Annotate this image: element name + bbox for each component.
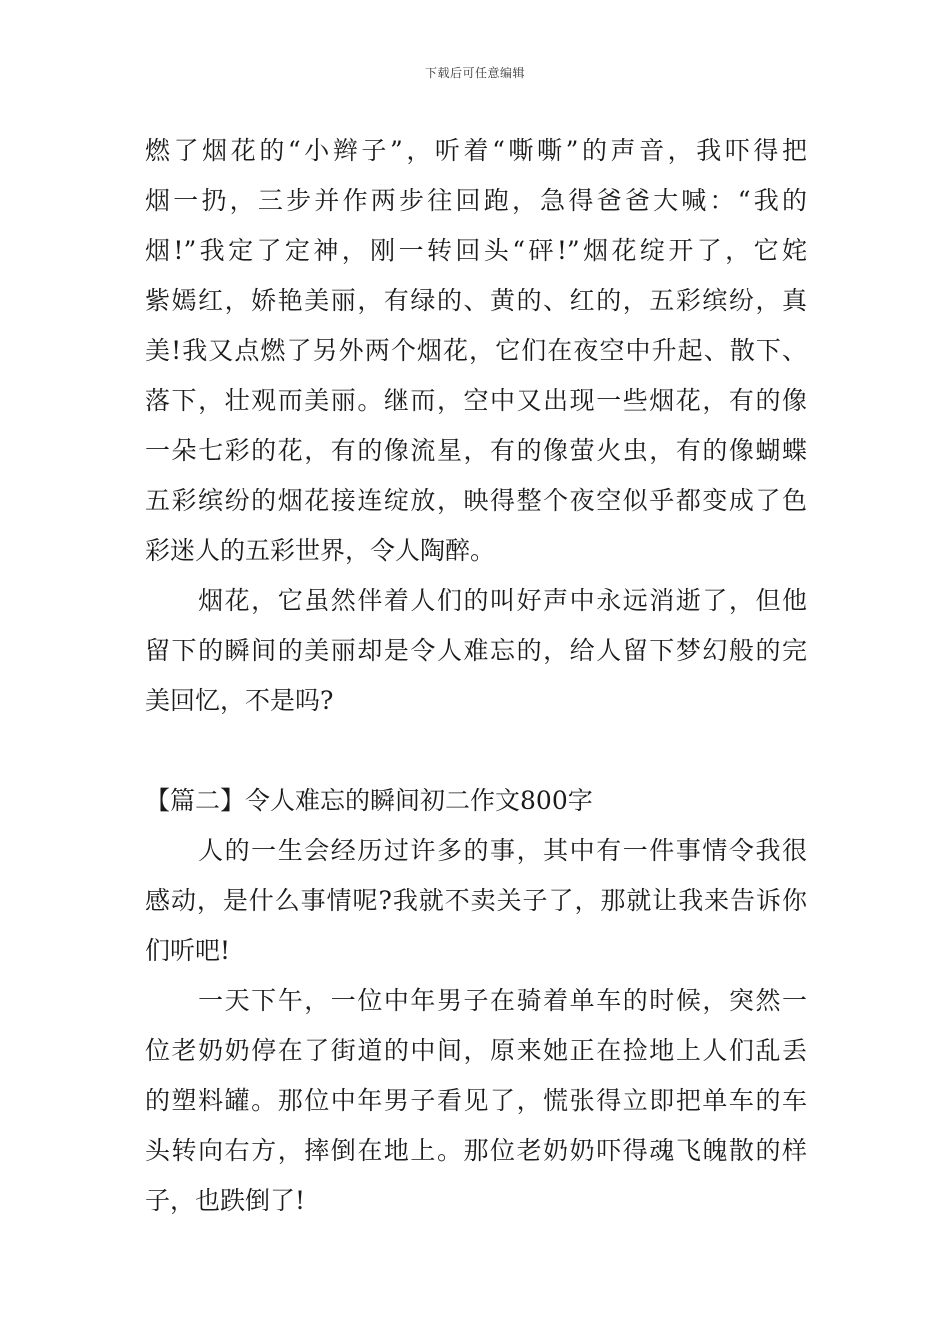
section-continuation (145, 126, 807, 726)
text-line: 子，也跌倒了! (145, 1186, 306, 1215)
text-line: 的塑料罐。那位中年男子看见了，慌张得立即把单车的车 (145, 1086, 807, 1115)
text-line: 彩迷人的五彩世界，令人陶醉。 (145, 536, 496, 565)
paragraph-conclusion (145, 576, 807, 726)
section-essay-two (145, 776, 807, 1226)
document-body (145, 126, 807, 1226)
text-line: 燃了烟花的“小辫子”，听着“嘶嘶”的声音，我吓得把 (145, 136, 807, 165)
text-line: 美回忆，不是吗? (145, 686, 334, 715)
paragraph-intro (145, 826, 807, 976)
text-line: 烟花，它虽然伴着人们的叫好声中永远消逝了，但他 (145, 586, 807, 615)
text-line: 人的一生会经历过许多的事，其中有一件事情令我很 (145, 836, 807, 865)
text-line: 们听吧! (145, 936, 231, 965)
text-line: 美!我又点燃了另外两个烟花，它们在夜空中升起、散下、 (145, 336, 807, 365)
paragraph-fireworks (145, 126, 807, 576)
text-line: 感动，是什么事情呢?我就不卖关子了，那就让我来告诉你 (145, 886, 807, 915)
page-header: 下载后可任意编辑 (424, 66, 525, 80)
text-line: 烟!”我定了定神，刚一转回头“砰!”烟花绽开了，它姹 (145, 236, 807, 265)
text-line: 位老奶奶停在了街道的中间，原来她正在捡地上人们乱丢 (145, 1036, 807, 1065)
text-line: 落下，壮观而美丽。继而，空中又出现一些烟花，有的像 (145, 386, 807, 415)
text-line: 五彩缤纷的烟花接连绽放，映得整个夜空似乎都变成了色 (145, 486, 807, 515)
text-line: 紫嫣红，娇艳美丽，有绿的、黄的、红的，五彩缤纷，真 (145, 286, 807, 315)
section-gap (145, 726, 807, 776)
text-line: 烟一扔，三步并作两步往回跑，急得爸爸大喊：“我的 (145, 186, 807, 215)
text-line: 一朵七彩的花，有的像流星，有的像萤火虫，有的像蝴蝶 (145, 436, 807, 465)
section-title: 【篇二】令人难忘的瞬间初二作文800字 (145, 786, 593, 815)
text-line: 留下的瞬间的美丽却是令人难忘的，给人留下梦幻般的完 (145, 636, 807, 665)
text-line: 头转向右方，摔倒在地上。那位老奶奶吓得魂飞魄散的样 (145, 1136, 807, 1165)
text-line: 一天下午，一位中年男子在骑着单车的时候，突然一 (145, 986, 807, 1015)
paragraph-story (145, 976, 807, 1226)
